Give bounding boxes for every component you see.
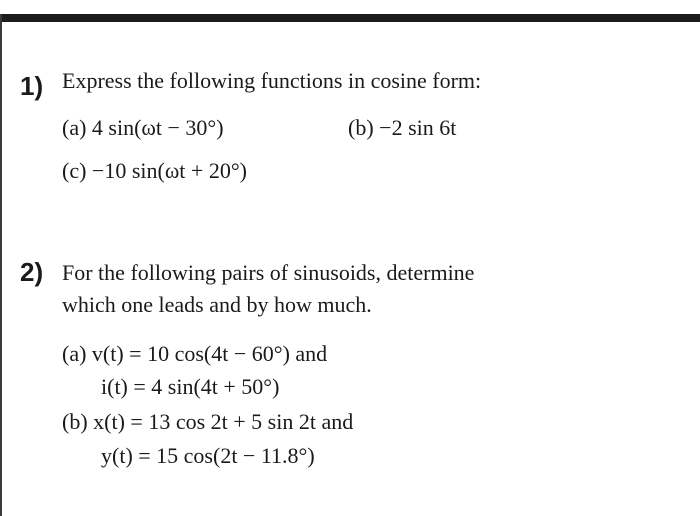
- problem-2b-equation-1: x(t) = 13 cos 2t + 5 sin 2t and: [93, 409, 354, 434]
- problem-1b: [348, 117, 456, 139]
- problem-2b-equation-2: y(t) = 15 cos(2t − 11.8°): [101, 443, 315, 468]
- problem-2b-line-1: [62, 411, 353, 433]
- problem-2a-label: (a): [62, 341, 87, 366]
- problem-2-number: 2): [20, 257, 44, 287]
- problem-1a: [62, 117, 224, 139]
- problem-2-prompt-line-2: which one leads and by how much.: [62, 292, 372, 317]
- problem-2a-line-1: [62, 343, 327, 365]
- problem-2-prompt-line-1: For the following pairs of sinusoids, determine: [62, 260, 475, 285]
- top-border: [0, 14, 700, 22]
- problem-1c-expr: −10 sin(ωt + 20°): [91, 158, 247, 183]
- problem-1b-label: (b): [348, 115, 374, 140]
- problem-1c-label: (c): [62, 158, 87, 183]
- problem-1b-expr: −2 sin 6t: [379, 115, 457, 140]
- problem-2a-equation-1: v(t) = 10 cos(4t − 60°) and: [91, 341, 328, 366]
- problem-2b-label: (b): [62, 409, 88, 434]
- left-border: [0, 14, 2, 516]
- problem-1a-label: (a): [62, 115, 87, 140]
- problem-1-prompt: Express the following functions in cosine form:: [62, 68, 482, 93]
- problem-1c: [62, 160, 247, 182]
- problem-2a-equation-2: i(t) = 4 sin(4t + 50°): [101, 374, 280, 399]
- problem-1a-expr: 4 sin(ωt − 30°): [91, 115, 224, 140]
- problem-1-number: 1): [20, 71, 44, 101]
